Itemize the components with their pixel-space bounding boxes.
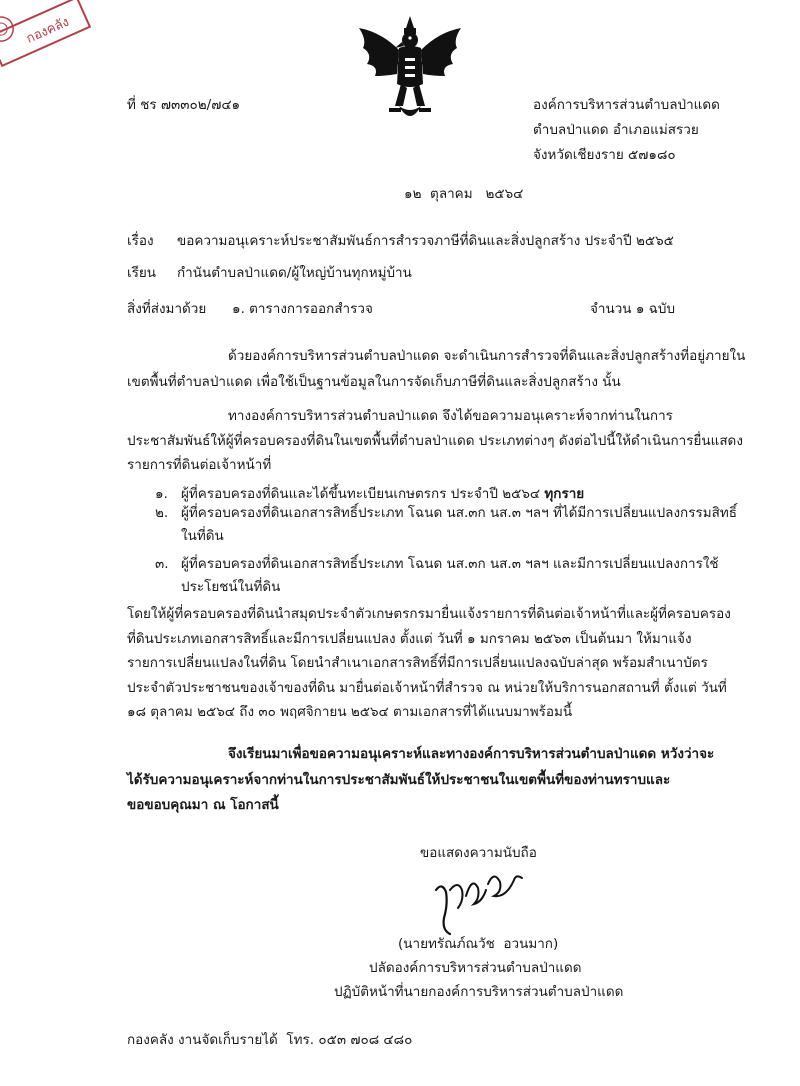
signatory-position: ปลัดองค์การบริหารส่วนตำบลป่าแดด — [369, 960, 582, 976]
enclosure-text: ๑. ตารางการออกสำรวจ — [232, 301, 373, 317]
closing-salutation: ขอแสดงความนับถือ — [420, 845, 537, 861]
list-item-number: ๑. — [155, 486, 168, 502]
paragraph-3-line: ประจำตัวประชาชนของเจ้าของที่ดิน มายื่นต่อเจ้าหน้าที่สำรวจ ณ หน่วยให้บริการนอกสถานที่ ตั้งแต่ วันที่ — [127, 680, 727, 696]
signatory-name: (นายทรัณภ์ณวัช อวนมาก) — [398, 936, 559, 952]
list-item-text: ผู้ที่ครอบครองที่ดินเอกสารสิทธิ์ประเภท โฉนด นส.๓ก นส.๓ ฯลฯ และมีการเปลี่ยนแปลงการใช้ — [181, 556, 719, 572]
subject-label: เรื่อง — [127, 233, 154, 249]
svg-text:กองคลัง: กองคลัง — [24, 14, 72, 47]
closing-paragraph-line: ได้รับความอนุเคราะห์จากท่านในการประชาสัมพันธ์ให้ประชาชนในเขตพื้นที่ของท่านทราบและ — [127, 772, 671, 788]
garuda-emblem-icon — [355, 14, 465, 126]
list-item — [181, 484, 584, 504]
closing-paragraph-line: จึงเรียนมาเพื่อขอความอนุเคราะห์และทางองค์การบริหารส่วนตำบลป่าแดด หวังว่าจะ — [228, 746, 715, 762]
org-province: จังหวัดเชียงราย ๕๗๑๘๐ — [533, 147, 676, 163]
signatory-acting-position: ปฏิบัติหน้าที่นายกองค์การบริหารส่วนตำบลป่าแดด — [334, 984, 624, 1000]
org-name: องค์การบริหารส่วนตำบลป่าแดด — [533, 97, 720, 113]
recipient-text: กำนันตำบลป่าแดด/ผู้ใหญ่บ้านทุกหมู่บ้าน — [177, 265, 412, 281]
paragraph-1-line: เขตพื้นที่ตำบลป่าแดด เพื่อใช้เป็นฐานข้อมูลในการจัดเก็บภาษีที่ดินและสิ่งปลูกสร้าง นั้น — [127, 374, 621, 390]
recipient-label: เรียน — [127, 265, 157, 281]
enclosure-quantity: จำนวน ๑ ฉบับ — [590, 301, 676, 317]
letter-date: ๑๒ ตุลาคม ๒๕๖๔ — [404, 186, 524, 202]
enclosure-label: สิ่งที่ส่งมาด้วย — [127, 301, 207, 317]
handwritten-signature — [428, 860, 528, 940]
reference-number: ที่ ชร ๗๓๓๐๒/๗๔๑ — [127, 97, 241, 113]
list-item-number: ๒. — [155, 505, 169, 521]
paragraph-3-line: ที่ดินประเภทเอกสารสิทธิ์และมีการเปลี่ยนแปลง ตั้งแต่ วันที่ ๑ มกราคม ๒๕๖๓ เป็นต้นมา ให้มาแจ้ง — [127, 631, 692, 647]
list-item-text: ผู้ที่ครอบครองที่ดินเอกสารสิทธิ์ประเภท โฉนด นส.๓ก นส.๓ ฯลฯ ที่ได้มีการเปลี่ยนแปลงกรรมสิทธิ์ — [181, 505, 737, 521]
paragraph-2-line: รายการที่ดินต่อเจ้าหน้าที่ — [127, 457, 272, 473]
paragraph-3-line: โดยให้ผู้ที่ครอบครองที่ดินนำสมุดประจำตัวเกษตรกรมายื่นแจ้งรายการที่ดินต่อเจ้าหน้าที่และผู้ที่ครอบครอง — [127, 606, 731, 622]
paragraph-2-line: ทางองค์การบริหารส่วนตำบลป่าแดด จึงได้ขอความอนุเคราะห์จากท่านในการ — [228, 408, 673, 424]
subject-text: ขอความอนุเคราะห์ประชาสัมพันธ์การสำรวจภาษีที่ดินและสิ่งปลูกสร้าง ประจำปี ๒๕๖๕ — [177, 233, 674, 249]
paragraph-2-line: ประชาสัมพันธ์ให้ผู้ที่ครอบครองที่ดินในเขตพื้นที่ตำบลป่าแดด ประเภทต่างๆ ดังต่อไปนี้ให้ดำเนินการยื่นแสดง — [127, 433, 743, 449]
list-item-emphasis: ทุกราย — [544, 486, 585, 502]
closing-paragraph-line: ขอขอบคุณมา ณ โอกาสนี้ — [127, 797, 279, 813]
list-item-text: ผู้ที่ครอบครองที่ดินและได้ขึ้นทะเบียนเกษตรกร ประจำปี ๒๕๖๔ — [181, 486, 545, 502]
paragraph-1-line: ด้วยองค์การบริหารส่วนตำบลป่าแดด จะดำเนินการสำรวจที่ดินและสิ่งปลูกสร้างที่อยู่ภายใน — [228, 348, 746, 364]
department-stamp — [0, 0, 105, 94]
paragraph-3-line: รายการเปลี่ยนแปลงในที่ดิน โดยนำสำเนาเอกสารสิทธิ์ที่มีการเปลี่ยนแปลงฉบับล่าสุด พร้อมสำเนาบัตร — [127, 655, 708, 671]
list-item-continuation: ในที่ดิน — [181, 528, 224, 544]
list-item-number: ๓. — [155, 556, 169, 572]
paragraph-3-line: ๑๘ ตุลาคม ๒๕๖๔ ถึง ๓๐ พฤศจิกายน ๒๕๖๔ ตามเอกสารที่ได้แนบมาพร้อมนี้ — [127, 704, 573, 720]
list-item-continuation: ประโยชน์ในที่ดิน — [181, 579, 281, 595]
org-subdistrict: ตำบลป่าแดด อำเภอแม่สรวย — [533, 122, 699, 138]
footer-contact: กองคลัง งานจัดเก็บรายได้ โทร. ๐๕๓ ๗๐๘ ๔๘๐ — [127, 1032, 413, 1048]
